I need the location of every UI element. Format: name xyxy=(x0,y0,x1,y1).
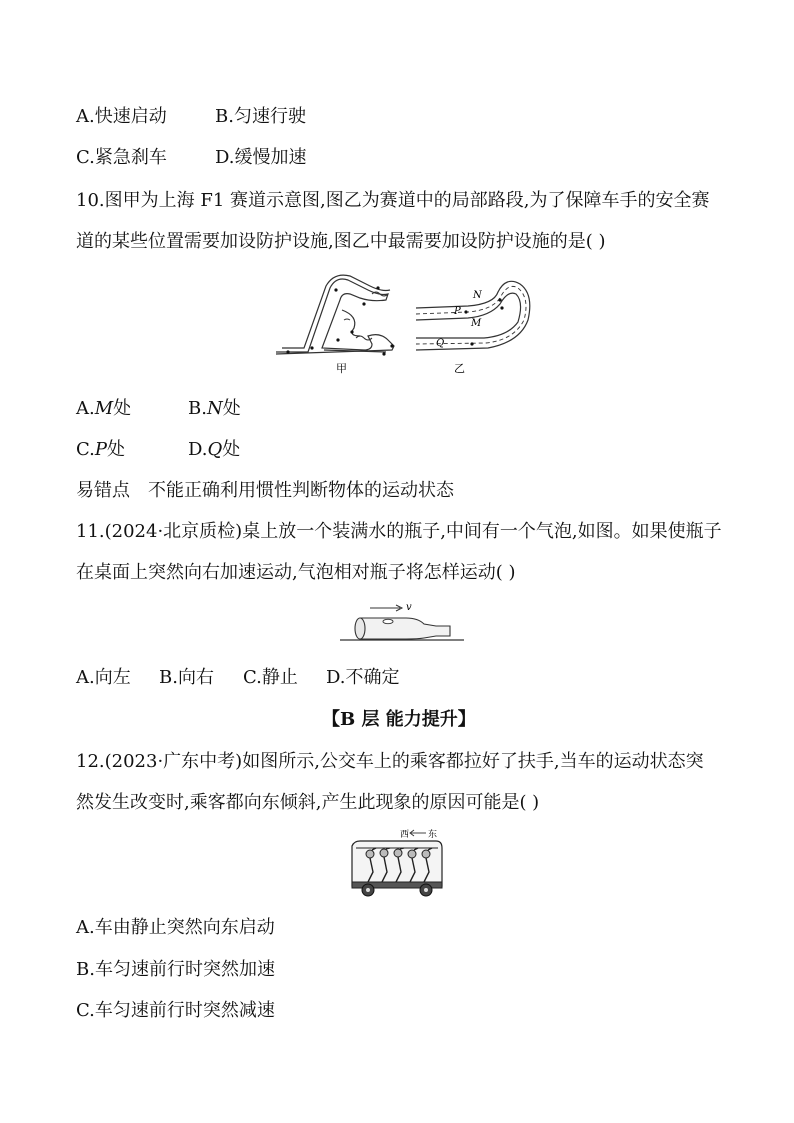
air-bubble xyxy=(383,619,393,623)
figure-label-jia: 甲 xyxy=(336,362,347,375)
q10-option-d: D.Q处 xyxy=(188,439,241,460)
q9-option-a: A.快速启动 xyxy=(76,106,167,127)
q10-stem-line2: 道的某些位置需要加设防护设施,图乙中最需要加设防护设施的是( ) xyxy=(76,231,606,252)
point-label-q: Q xyxy=(436,338,445,349)
direction-east: 东 xyxy=(428,830,438,840)
q12-stem-line2: 然发生改变时,乘客都向东倾斜,产生此现象的原因可能是( ) xyxy=(76,792,540,813)
q10-option-b: B.N处 xyxy=(188,398,241,419)
q12-stem-line1: 12.(2023·广东中考)如图所示,公交车上的乘客都拉好了扶手,当车的运动状态突 xyxy=(76,751,704,772)
track-map-jia xyxy=(276,275,394,354)
q10-track-figure xyxy=(268,270,534,378)
q9-option-d: D.缓慢加速 xyxy=(215,147,307,168)
direction-west: 西 xyxy=(400,830,410,840)
section-b-heading: 【B 层 能力提升】 xyxy=(322,709,476,730)
figure-label-yi: 乙 xyxy=(454,362,465,375)
q9-option-b: B.匀速行驶 xyxy=(215,106,306,127)
q11-option-d: D.不确定 xyxy=(326,667,400,688)
point-label-p: P xyxy=(454,306,461,317)
error-point-note: 易错点 不能正确利用惯性判断物体的运动状态 xyxy=(76,480,454,501)
q10-option-c: C.P处 xyxy=(76,439,125,460)
point-label-m: M xyxy=(471,318,482,329)
q11-option-c: C.静止 xyxy=(243,667,298,688)
point-label-n: N xyxy=(473,290,482,301)
q11-bottle-figure xyxy=(340,598,464,646)
q11-option-b: B.向右 xyxy=(159,667,214,688)
q12-option-a: A.车由静止突然向东启动 xyxy=(76,917,275,938)
q11-option-a: A.向左 xyxy=(76,667,131,688)
q10-option-a: A.M处 xyxy=(76,398,132,419)
velocity-label: v xyxy=(406,602,412,613)
q11-stem-line1: 11.(2024·北京质检)桌上放一个装满水的瓶子,中间有一个气泡,如图。如果使瓶子 xyxy=(76,521,722,542)
q11-stem-line2: 在桌面上突然向右加速运动,气泡相对瓶子将怎样运动( ) xyxy=(76,562,516,583)
q12-option-b: B.车匀速前行时突然加速 xyxy=(76,959,275,980)
q10-stem-line1: 10.图甲为上海 F1 赛道示意图,图乙为赛道中的局部路段,为了保障车手的安全赛 xyxy=(76,190,710,211)
q12-bus-figure xyxy=(346,826,448,898)
q12-option-c: C.车匀速前行时突然减速 xyxy=(76,1000,275,1021)
q9-option-c: C.紧急刹车 xyxy=(76,147,167,168)
